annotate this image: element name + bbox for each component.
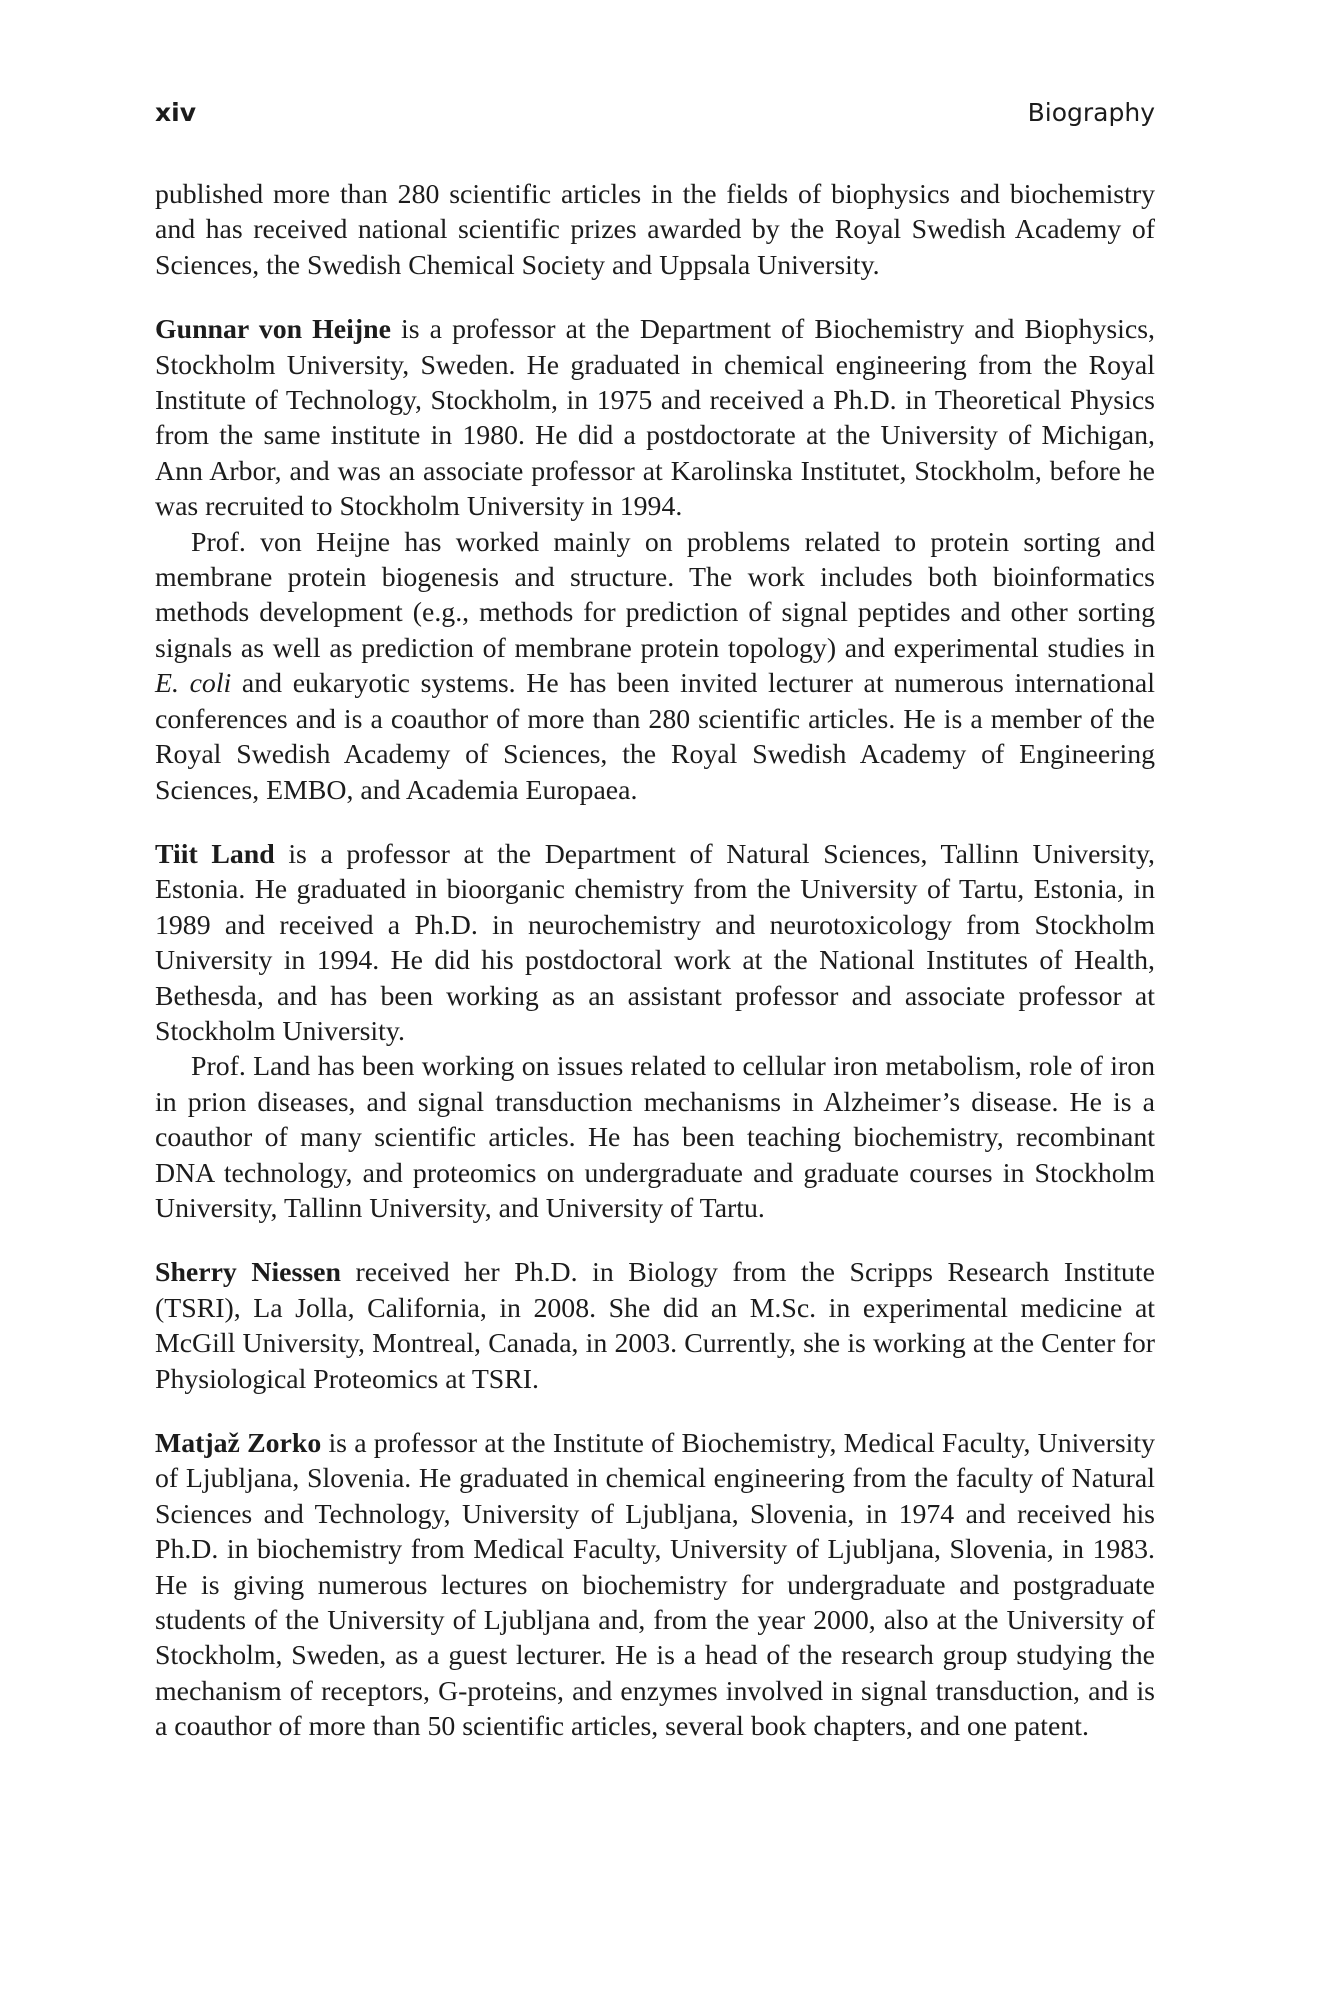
biography-text: [155, 177, 1155, 1745]
author-name: Tiit Land: [155, 838, 275, 870]
author-name: Sherry Niessen: [155, 1257, 341, 1289]
author-name: Matjaž Zorko: [155, 1428, 322, 1459]
species-name: E. coli: [155, 668, 232, 700]
bio-text: is a professor at the Department of Biochemistry and Biophysics, Stockholm University, Sweden. He graduated in chemical engineering from the Royal Institute of Technology, Stockholm, in 1975 and received a Ph.D. in Theoretical Physics from the same institute in 1980. He did a postdoctorate at the University of Michigan, Ann Arbor, and was an associate professor at Karolinska Institutet, Stockholm, before he was recruited to Stockholm University in 1994.: [155, 314, 1155, 523]
bio-tiit-land-continued: Prof. Land has been working on issues related to cellular iron metabolism, role of iron in prion diseases, and signal transduction mechanisms in Alzheimer’s disease. He is a coauthor of many scientific articles. He has been teaching biochemistry, recombinant DNA technology, and proteomics on undergraduate and graduate courses in Stockholm University, Tallinn University, and University of Tartu.: [155, 1051, 1155, 1224]
bio-text: received her Ph.D. in Biology from the Scripps Research Institute (TSRI), La Jolla, California, in 2008. She did an M.Sc. in experimental medicine at McGill University, Montreal, Canada, in 2003. Currently, she is working at the Center for Physiological Proteomics at TSRI.: [155, 1257, 1155, 1395]
bio-tiit-land: [155, 837, 1155, 1049]
bio-text: and eukaryotic systems. He has been invited lecturer at numerous international conferences and is a coauthor of more than 280 scientific articles. He is a member of the Royal Swedish Academy of Sciences, the Royal Swedish Academy of Engineering Sciences, EMBO, and Academia Europaea.: [155, 668, 1155, 806]
section-title: Biography: [1027, 98, 1155, 127]
bio-sherry-niessen: [155, 1255, 1155, 1397]
bio-text: is a professor at the Department of Natural Sciences, Tallinn University, Estonia. He graduated in bioorganic chemistry from the University of Tartu, Estonia, in 1989 and received a Ph.D. in neurochemistry and neurotoxicology from Stockholm University in 1994. He did his postdoctoral work at the National Institutes of Health, Bethesda, and has been working as an assistant professor and associate professor at Stockholm University.: [155, 838, 1155, 1047]
bio-matjaz-zorko: [155, 1426, 1155, 1745]
bio-gunnar-von-heijne-continued: [155, 525, 1155, 808]
bio-gunnar-von-heijne: [155, 312, 1155, 524]
running-head: [155, 98, 1155, 138]
page-number: xiv: [155, 98, 196, 127]
bio-text: Prof. von Heijne has worked mainly on problems related to protein sorting and membrane protein biogenesis and structure. The work includes both bioinformatics methods development (e.g., methods for prediction of signal peptides and other sorting signals as well as prediction of membrane protein topology) and experimental studies in: [155, 526, 1155, 664]
bio-text: is a professor at the Institute of Biochemistry, Medical Faculty, University of Ljubljana, Slovenia. He graduated in chemical engineering from the faculty of Natural Sciences and Technology, University of Ljubljana, Slovenia, in 1974 and received his Ph.D. in biochemistry from Medical Faculty, University of Ljubljana, Slovenia, in 1983. He is giving numerous lectures on biochemistry for undergraduate and postgraduate students of the University of Ljubljana and, from the year 2000, also at the University of Stockholm, Sweden, as a guest lecturer. He is a head of the research group studying the mechanism of receptors, G-proteins, and enzymes involved in signal transduction, and is a coauthor of more than 50 scientific articles, several book chapters, and one patent.: [155, 1428, 1155, 1743]
continued-paragraph: published more than 280 scientific articles in the fields of biophysics and biochemistry and has received national scientific prizes awarded by the Royal Swedish Academy of Sciences, the Swedish Chemical Society and Uppsala University.: [155, 179, 1155, 281]
author-name: Gunnar von Heijne: [155, 314, 391, 346]
